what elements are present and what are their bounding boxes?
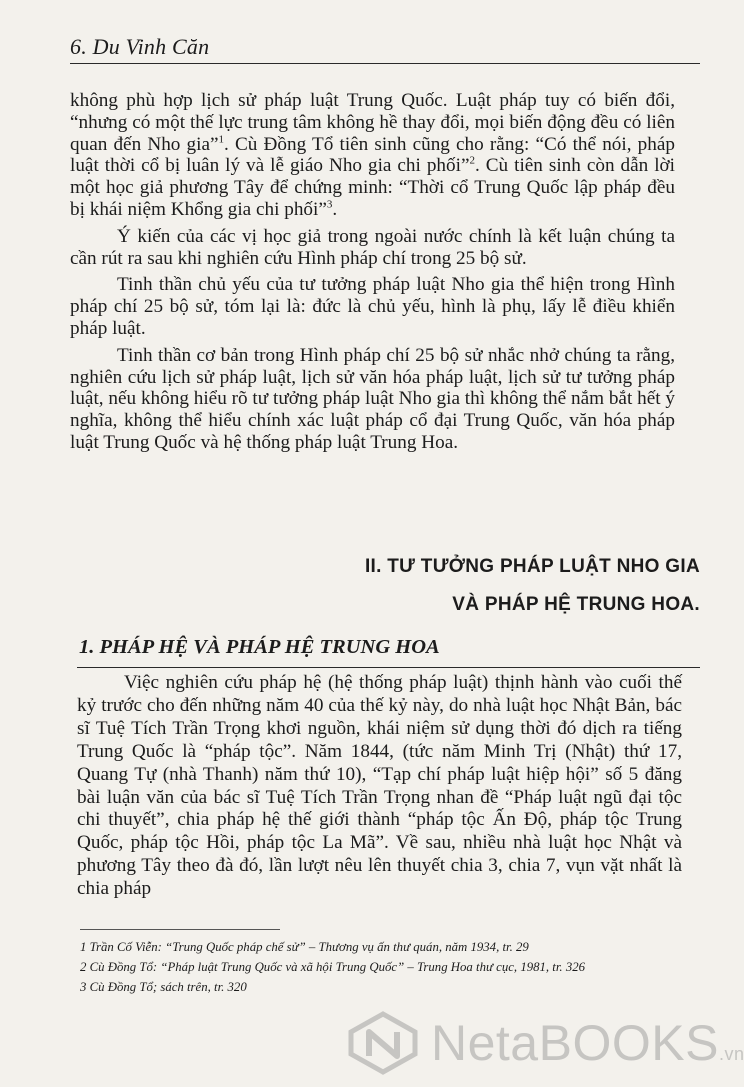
subsection-heading: 1. PHÁP HỆ VÀ PHÁP HỆ TRUNG HOA <box>79 636 440 658</box>
paragraph-5: Việc nghiên cứu pháp hệ (hệ thống pháp luật) thịnh hành vào cuối thế kỷ trước cho đến những năm 40 của thế kỷ này, do nhà luật học Nhật Bản, bác sĩ Tuệ Tích Trần Trọng khơi nguồn, khái niệm sử dụng thời đó dịch ra tiếng Trung Quốc là “pháp tộc”. Năm 1844, (tức năm Minh Trị (Nhật) thứ 17, Quang Tự (nhà Thanh) năm thứ 10), “Tạp chí pháp luật hiệp hội” số 5 đăng bài luận văn của bác sĩ Tuệ Tích Trần Trọng nhan đề “Pháp luật ngũ đại tộc chi thuyết”, chia pháp hệ thế giới thành “pháp tộc Ấn Độ, pháp tộc Trung Quốc, pháp tộc Hồi, pháp tộc La Mã”. Về sau, nhiều nhà luật học Nhật và phương Tây theo đà đó, lần lượt nêu lên thuyết chia 3, chia 7, vụn vặt nhất là chia pháp <box>77 672 682 900</box>
subsection-rule <box>77 667 700 668</box>
footnote-ref-1: 1 <box>218 133 225 146</box>
watermark-suffix: .vn <box>718 1044 744 1064</box>
paragraph-1-part-d: . <box>332 198 338 220</box>
watermark-text <box>431 1014 744 1072</box>
paragraph-1 <box>70 90 675 221</box>
paragraph-3: Tinh thần chủ yếu của tư tưởng pháp luật Nho gia thể hiện trong Hình pháp chí 25 bộ sử, tóm lại là: đức là chủ yếu, hình là phụ, lấy lễ điều khiển pháp luật. <box>70 274 675 339</box>
paragraph-1-part-c: . Cù tiên sinh còn dẫn lời một học giả phương Tây để chứng minh: “Thời cổ Trung Quốc lập pháp đều bị khái niệm Khổng gia chi phối” <box>70 155 676 220</box>
footnote-ref-3: 3 <box>326 198 333 211</box>
footnote-ref-2: 2 <box>469 155 475 167</box>
footnote-3: 3 Cù Đồng Tổ; sách trên, tr. 320 <box>80 980 247 994</box>
footnote-2: 2 Cù Đồng Tổ: “Pháp luật Trung Quốc và xã hội Trung Quốc” – Trung Hoa thư cục, 1981, tr. 326 <box>80 960 586 974</box>
section-heading-line-2: VÀ PHÁP HỆ TRUNG HOA. <box>452 594 700 615</box>
watermark <box>345 1010 744 1074</box>
paragraph-4: Tinh thần cơ bản trong Hình pháp chí 25 bộ sử nhắc nhở chúng ta rằng, nghiên cứu lịch sử pháp luật, lịch sử văn hóa pháp luật, lịch sử tư tưởng pháp luật, nếu không hiểu rõ tư tưởng pháp luật Nho gia thì không thể nắm bắt hết ý nghĩa, không thể hiểu chính xác luật pháp cổ đại Trung Quốc, văn hóa pháp luật Trung Quốc và hệ thống pháp luật Trung Hoa. <box>70 344 675 453</box>
body-text-bottom <box>77 672 682 901</box>
running-head: 6. Du Vinh Căn <box>70 34 210 59</box>
body-text-top <box>70 90 675 459</box>
footnotes <box>80 937 680 997</box>
header-rule <box>70 63 700 64</box>
paragraph-1-part-a: không phù hợp lịch sử pháp luật Trung Quốc. Luật pháp tuy có biến đổi, “nhưng có một thế lực trung tâm không hề thay đổi, mọi biến động đều có liên quan đến Nho gia” <box>70 90 675 155</box>
section-heading-line-1: II. TƯ TƯỞNG PHÁP LUẬT NHO GIA <box>364 556 700 577</box>
section-heading <box>365 548 700 624</box>
page-header <box>70 28 700 62</box>
footnote-rule <box>80 929 280 930</box>
watermark-brand: NetaBOOKS <box>431 1015 719 1071</box>
footnote-1: 1 Trần Cố Viễn: “Trung Quốc pháp chế sử” – Thương vụ ấn thư quán, năm 1934, tr. 29 <box>80 940 529 954</box>
n-logo-icon <box>345 1010 425 1074</box>
paragraph-1-part-b: . Cù Đồng Tổ tiên sinh cũng cho rằng: “Có thể nói, pháp luật thời cổ bị luân lý và lễ giáo Nho gia chi phối” <box>70 133 675 177</box>
paragraph-2: Ý kiến của các vị học giả trong ngoài nước chính là kết luận chúng ta cần rút ra sau khi nghiên cứu Hình pháp chí trong 25 bộ sử. <box>70 225 675 269</box>
